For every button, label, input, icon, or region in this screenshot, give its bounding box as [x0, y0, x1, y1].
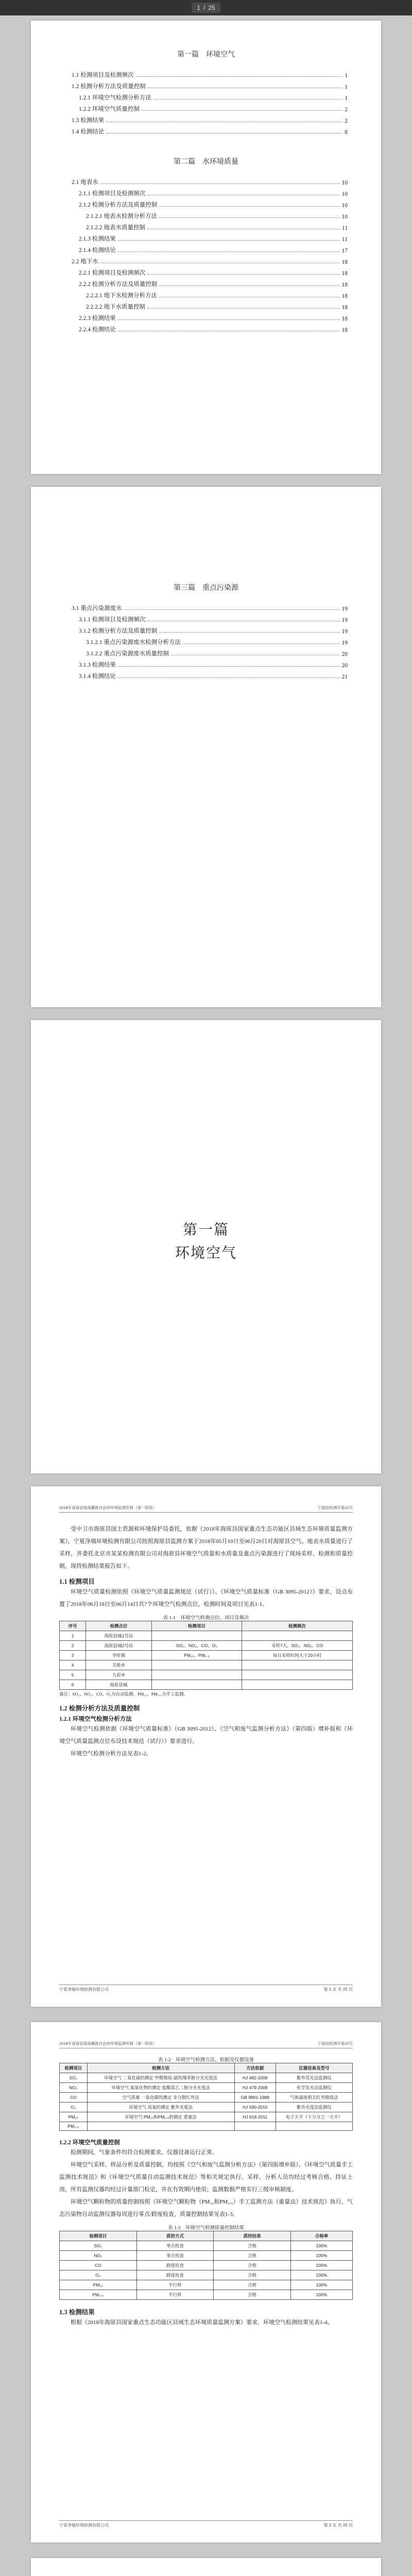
toc-entry[interactable]	[64, 311, 348, 322]
toc-entry-page: 18	[341, 282, 348, 288]
header-right: 宁海县检测字第22号	[317, 2041, 353, 2046]
table-cell	[276, 2122, 352, 2131]
header-left: 2018年青海省海南藏族自治州环境监测年报（第一阶段）	[59, 1505, 157, 1510]
table-cell	[234, 2122, 276, 2131]
toc-entry-page: 11	[341, 236, 348, 243]
table-cell: 零点检查	[136, 2241, 214, 2251]
toc-leader-dots	[159, 206, 339, 207]
table-cell: 环境空气 二氧化硫的测定 甲醛吸收-副玫瑰苯胺分光光度法	[87, 2073, 234, 2083]
toc-entry[interactable]	[64, 635, 348, 646]
table-cell: PM₁₀、PM₂.₅	[151, 1651, 242, 1660]
toc-entry-page: 10	[341, 202, 348, 209]
page-toc-1	[31, 21, 381, 474]
toc-leader-dots	[118, 677, 340, 678]
table-cell: PM₁₀	[60, 2112, 88, 2122]
table-cell: SO₂、NO₂、CO、O₃	[151, 1641, 242, 1651]
table-row	[60, 1680, 353, 1690]
toc-entry[interactable]	[64, 79, 348, 90]
footer-left: 宁夏净瑞环境检测有限公司	[59, 2523, 109, 2528]
table-header-cell: 检测频次	[242, 1621, 353, 1631]
page-header	[59, 2041, 353, 2048]
table-1-1-caption: 表 1-1 环境空气检测点位、项目及频次	[163, 1616, 249, 1621]
toc-entry-text: 2.2 地下水	[72, 259, 98, 265]
toc-leader-dots	[159, 217, 340, 218]
table-cell: 采样7天，SO₂、NO₂、CO	[242, 1641, 353, 1651]
table-row	[60, 2112, 353, 2122]
toc-entry-page: 18	[341, 304, 348, 311]
table-cell: 100%	[290, 2261, 352, 2270]
toc-entry[interactable]	[64, 612, 348, 623]
toc-entry-page: 2	[345, 118, 348, 124]
toc-entry[interactable]	[64, 124, 348, 135]
table-1-2-caption: 表 1-2 环境空气检测方法、依据及仪器设备	[158, 2058, 254, 2063]
toc-leader-dots	[100, 183, 340, 184]
table-cell: PM₂.₅	[60, 2290, 137, 2300]
toc-leader-dots	[159, 632, 339, 633]
footer-right: 第 2 页 共 25 页	[323, 2523, 353, 2528]
toc-entry-page: 19	[341, 606, 348, 612]
toc-entry[interactable]	[64, 113, 348, 124]
page-report-3	[31, 2558, 381, 2576]
table-row	[60, 2241, 353, 2251]
toc-entry-text: 3.1.2.2 重点污染源废水质量控制	[86, 651, 169, 657]
table-cell: 平行样	[136, 2280, 214, 2290]
table-cell	[151, 1680, 242, 1690]
toc-entry-text: 2.1 地表水	[72, 179, 98, 185]
toc-part1-list	[64, 67, 348, 135]
table-cell: 合格	[214, 2270, 291, 2280]
table-cell	[151, 1670, 242, 1680]
table-header-cell: 检测点位	[86, 1621, 152, 1631]
toc-part3-title: 第三篇 重点污染源	[174, 584, 238, 592]
toc-entry-text: 1.2.1 环境空气检测分析方法	[79, 95, 151, 101]
toc-entry-page: 18	[341, 316, 348, 322]
toc-entry[interactable]	[64, 197, 348, 209]
toc-entry-text: 2.1.3 检测结果	[79, 236, 116, 242]
table-cell	[151, 1660, 242, 1670]
toc-entry-text: 2.1.4 检测结论	[79, 247, 116, 253]
heading-1-2-1: 1.2.1 环境空气检测分析方法	[59, 1716, 132, 1722]
table-1-3-caption: 表 1-3 环境空气检测质量控制结果	[167, 2226, 245, 2231]
table-cell: 海原县城	[86, 1680, 152, 1690]
table-header-cell: 检测方法	[87, 2063, 234, 2073]
footer-left: 宁夏净瑞环境检测有限公司	[59, 1987, 109, 1992]
toc-entry-text: 2.1.2.1 地表水检测分析方法	[86, 213, 157, 219]
table-cell: 5	[60, 1670, 86, 1680]
table-cell	[151, 1631, 242, 1641]
table-cell: 2	[60, 1641, 86, 1651]
table-row	[60, 2290, 353, 2300]
toc-entry[interactable]	[64, 669, 348, 680]
table-cell: 100%	[290, 2241, 352, 2251]
paragraph-1-2-1b: 环境空气检测分析方法见表1-2。	[71, 1751, 152, 1757]
paragraph-1-3: 根据《2018年海原县国家重点生态功能区县域生态环境质量监测方案》要求，环境空气检测结果见表1-4。	[71, 2319, 333, 2326]
table-header-cell: 方法依据	[234, 2063, 276, 2073]
table-cell	[242, 1660, 353, 1670]
toc-entry[interactable]	[64, 277, 348, 288]
toc-entry[interactable]	[64, 175, 348, 186]
toc-entry[interactable]	[64, 101, 348, 113]
cover-part-number: 第一篇	[182, 1222, 229, 1238]
table-cell: HJ 479-2009	[234, 2083, 276, 2093]
toc-entry-text: 2.2.4 检测结论	[79, 327, 116, 333]
table-cell: 跨度检查	[136, 2261, 214, 2270]
toc-entry-page: 20	[341, 663, 348, 669]
toc-entry-page: 8	[345, 129, 348, 135]
toc-entry-page: 19	[341, 640, 348, 646]
table-cell: CO	[60, 2093, 88, 2103]
page-total: 25	[208, 4, 215, 11]
toc-entry-text: 2.2.2 检测分析方法及质量控制	[79, 281, 158, 287]
table-cell	[242, 1680, 353, 1690]
table-header-cell: 质控方式	[136, 2231, 214, 2241]
table-cell: PM₂.₅	[60, 2122, 88, 2131]
toc-leader-dots	[118, 666, 340, 667]
table-1-2	[59, 2063, 353, 2131]
toc-entry-page: 17	[341, 248, 348, 254]
page-report-1	[31, 1486, 381, 2007]
table-row	[60, 2270, 353, 2280]
toc-entry-page: 10	[341, 214, 348, 220]
toc-entry-text: 1.2 检测分析方法及质量控制	[72, 83, 146, 90]
page-toc-2	[31, 487, 381, 1007]
viewer-toolbar	[0, 0, 412, 15]
table-row	[60, 2280, 353, 2290]
toc-entry[interactable]	[64, 299, 348, 311]
page-current: 1	[197, 4, 200, 11]
toc-entry-page: 21	[341, 674, 348, 680]
table-row	[60, 1670, 353, 1680]
toc-entry-page: 18	[341, 270, 348, 277]
toc-part3-list	[64, 601, 348, 680]
table-row	[60, 1641, 353, 1651]
table-cell: 环境空气 氮氧化物的测定 盐酸萘乙二胺分光光度法	[87, 2083, 234, 2093]
table-1-1	[59, 1621, 353, 1690]
cover-part-title: 环境空气	[175, 1245, 237, 1261]
paragraph-qc-1: 检测期间，气象条件均符合检测要求，仪器设备运行正常。	[71, 2149, 218, 2156]
table-cell: 合格	[214, 2241, 291, 2251]
footer-right: 第 1 页 共 25 页	[323, 1987, 353, 1992]
toc-entry-page: 20	[341, 651, 348, 657]
toc-entry[interactable]	[64, 220, 348, 231]
toc-entry-text: 3.1.3 检测结果	[79, 662, 116, 668]
table-cell: SO₂	[60, 2073, 88, 2083]
table-cell: HJ 618-2011	[234, 2112, 276, 2122]
table-cell: 空气质量 一氧化碳的测定 非分散红外法	[87, 2093, 234, 2103]
table-header-cell: 序号	[60, 1621, 86, 1631]
table-cell: NO₂	[60, 2251, 137, 2261]
toc-entry[interactable]	[64, 231, 348, 243]
page-footer	[59, 2520, 353, 2528]
table-cell: 合格	[214, 2280, 291, 2290]
table-header-cell: 检测项目	[60, 2231, 137, 2241]
page-separator: /	[203, 4, 205, 11]
table-cell: 紫外荧光法监测仪	[276, 2073, 352, 2083]
table-cell: 海原县城1号站	[86, 1631, 152, 1641]
toc-entry-text: 1.3 检测结果	[72, 117, 105, 124]
toc-entry-text: 2.1.1 检测项目及检测频次	[79, 191, 146, 197]
toc-entry[interactable]	[64, 657, 348, 669]
toc-entry-page: 1	[345, 73, 348, 79]
toc-entry-text: 3.1.4 检测结论	[79, 673, 116, 680]
table-row	[60, 2261, 353, 2270]
paragraph-1-1: 环境空气质量检测依照《环境空气质量监测规范（试行）》、《环境空气质量标准（GB 3095-2012）》要求，设点布置了2018年06月18日至06月14日共7个环境空气检测点位，检测时间及项目见表1-1。	[59, 1589, 353, 1607]
toc-leader-dots	[118, 251, 340, 252]
page-indicator[interactable]	[192, 3, 220, 13]
toc-entry[interactable]	[64, 90, 348, 101]
table-header-cell: 质控结果	[214, 2231, 291, 2241]
toc-leader-dots	[142, 110, 342, 111]
table-cell: 跨度检查	[136, 2270, 214, 2280]
table-cell: 零点检查	[136, 2251, 214, 2261]
toc-entry-text: 3.1.2 检测分析方法及质量控制	[79, 628, 158, 634]
table-cell: O₃	[60, 2103, 88, 2112]
toc-entry-text: 2.2.1 检测项目及检测频次	[79, 270, 146, 276]
heading-1-1: 1.1 检测项目	[59, 1578, 95, 1585]
paragraph-1-2-1: 环境空气检测依据《环境空气质量标准》（GB 3095-2012）、《空气和废气监测分析方法》（第四版）增补版和《环境空气质量监测点位布设技术规范（试行）》要求进行。	[59, 1726, 353, 1744]
table-cell: 电子天平（十万分之一天平）	[276, 2112, 352, 2122]
toc-leader-dots	[118, 319, 340, 320]
table-row	[60, 1651, 353, 1660]
table-cell: 合格	[214, 2261, 291, 2270]
table-cell	[242, 1631, 353, 1641]
toc-entry-page: 10	[341, 191, 348, 197]
toc-entry-text: 2.1.2.2 地表水质量控制	[86, 225, 145, 231]
table-cell: 4	[60, 1660, 86, 1670]
toc-leader-dots	[118, 240, 340, 241]
table-1-3	[59, 2231, 353, 2300]
table-cell: 紫外光度法监测仪	[276, 2103, 352, 2112]
header-right: 宁海县检测字第22号	[317, 1505, 353, 1510]
table-cell: GB 9801-1988	[234, 2093, 276, 2103]
page-report-2	[31, 2022, 381, 2543]
toc-entry-text: 3.1.1 检测项目及检测频次	[79, 617, 146, 623]
toc-entry-text: 1.2.2 环境空气质量控制	[79, 106, 140, 112]
table-cell: 李旺镇	[86, 1651, 152, 1660]
table-cell: 100%	[290, 2270, 352, 2280]
toc-entry[interactable]	[64, 265, 348, 277]
heading-1-2: 1.2 检测分析方法及质量控制	[59, 1705, 140, 1712]
table-cell: 环境空气 臭氧的测定 紫外光度法	[87, 2103, 234, 2112]
table-row	[60, 1631, 353, 1641]
toc-entry-text: 3.1 重点污染源废水	[72, 605, 122, 612]
toc-part2-title: 第二篇 水环境质量	[174, 158, 238, 166]
paragraph-qc-3: 环境空气颗粒物的质量控制按照《环境空气颗粒物（PM₁₀和PM₂.₅）手工监测方法（重量法）技术规范》执行，气态污染物自动监测仪器每周进行零点/跨度检查，质量控制结果见表1-3。	[59, 2199, 353, 2217]
table-cell: 化学发光法监测仪	[276, 2083, 352, 2093]
table-row	[60, 2083, 353, 2093]
toc-leader-dots	[147, 274, 339, 275]
table-cell: HJ 482-2009	[234, 2073, 276, 2083]
table-cell: 合格	[214, 2251, 291, 2261]
toc-entry[interactable]	[64, 601, 348, 612]
table-row	[60, 2122, 353, 2131]
heading-1-2-2: 1.2.2 环境空气质量控制	[59, 2140, 120, 2146]
table-cell: 1	[60, 1631, 86, 1641]
table-cell: 关桥乡	[86, 1660, 152, 1670]
table-cell: 平行样	[136, 2290, 214, 2300]
table-row	[60, 2251, 353, 2261]
toc-entry-page: 18	[341, 327, 348, 333]
toc-entry-text: 1.4 检测结论	[72, 129, 105, 135]
toc-entry[interactable]	[64, 209, 348, 220]
table-header-cell: 检测项目	[151, 1621, 242, 1631]
page-header	[59, 1505, 353, 1513]
table-row	[60, 2073, 353, 2083]
table-cell: 100%	[290, 2251, 352, 2261]
heading-1-3: 1.3 检测结果	[59, 2309, 95, 2316]
table-row	[60, 2093, 353, 2103]
toc-part2-list	[64, 175, 348, 333]
table-header-cell: 仪器设备及型号	[276, 2063, 352, 2073]
toc-entry[interactable]	[64, 254, 348, 265]
table-cell: 100%	[290, 2280, 352, 2290]
page-footer	[59, 1985, 353, 1992]
intro-paragraph: 受中卫市海原县国土资源和环境保护局委托，依据《2018年海原县国家重点生态功能区县域生态环境质量监测方案》，宁夏净瑞环境检测有限公司按照海原县监测方案于2018年05月10日至06月20日对海原县空气、地表水质量进行了采样，并委托北京市某某检测有限公司对海原县环境空气质量和水质量及重点污染源进行了现场采样、检测和质量控制，现将检测结果报告如下。	[59, 1526, 353, 1569]
toc-entry[interactable]	[64, 646, 348, 657]
toc-entry-page: 19	[341, 617, 348, 623]
table-cell: PM₁₀	[60, 2280, 137, 2290]
toc-entry-page: 2	[345, 107, 348, 113]
toc-leader-dots	[159, 285, 339, 286]
toc-entry-text: 2.2.2.2 地下水质量控制	[86, 304, 145, 310]
table-header-cell: 检测项目	[60, 2063, 88, 2073]
toc-entry-text: 3.1.2.1 重点污染源废水检测分析方法	[86, 639, 181, 646]
toc-entry-text: 2.1.2 检测分析方法及质量控制	[79, 202, 158, 208]
page-cover	[31, 1020, 381, 1473]
table-cell: HJ 590-2010	[234, 2103, 276, 2112]
table-header-cell: 合格率	[290, 2231, 352, 2241]
table-cell: 100%	[290, 2290, 352, 2300]
table-row	[60, 2103, 353, 2112]
table-cell: 6	[60, 1680, 86, 1690]
table-cell: CO	[60, 2261, 137, 2270]
toc-entry[interactable]	[64, 243, 348, 254]
paragraph-qc-2: 环境空气采样、样品分析及质量控制，均按照《空气和废气监测分析方法》（第四版增补版）、《环境空气质量手工监测技术规范》和《环境空气质量自动监测技术规范》等相关规定执行。采样、分析人员均经过考核合格、持证上岗，所有监测仪器均经过计量部门检定，并在有效期内使用；监测数据严格实行三级审核制度。	[59, 2162, 353, 2193]
toc-leader-dots	[183, 643, 340, 644]
toc-leader-dots	[136, 76, 343, 77]
toc-entry-page: 18	[341, 259, 348, 265]
table-cell: 海原县城2号站	[86, 1641, 152, 1651]
toc-entry[interactable]	[64, 288, 348, 299]
table-cell: 合格	[214, 2290, 291, 2300]
toc-part1-title: 第一篇 环境空气	[177, 51, 235, 59]
table-cell: O₃	[60, 2270, 137, 2280]
table-header-row	[60, 2231, 353, 2241]
table-cell: NO₂	[60, 2083, 88, 2093]
toc-entry-text: 2.2.2.1 地下水检测分析方法	[86, 293, 157, 299]
toc-entry-page: 19	[341, 629, 348, 635]
toc-leader-dots	[147, 308, 340, 309]
header-left: 2018年青海省海南藏族自治州环境监测年报（第一阶段）	[59, 2041, 157, 2046]
table-header-row	[60, 2063, 353, 2073]
table-cell: SO₂	[60, 2241, 137, 2251]
table-cell	[87, 2122, 234, 2131]
table-cell: 九彩乡	[86, 1670, 152, 1680]
toc-entry-page: 10	[341, 180, 348, 186]
toc-entry-text: 1.1 检测项目及检测频次	[72, 72, 134, 78]
toc-entry[interactable]	[64, 67, 348, 79]
toc-entry-text: 2.2.3 检测结果	[79, 315, 116, 321]
toc-entry-page: 1	[345, 95, 348, 101]
toc-entry[interactable]	[64, 186, 348, 197]
table-cell: 气体滤波相关红外吸收法	[276, 2093, 352, 2103]
toc-entry[interactable]	[64, 623, 348, 635]
table-cell: 每日采样时间大于20小时	[242, 1651, 353, 1660]
table-row	[60, 1660, 353, 1670]
table-cell: 3	[60, 1651, 86, 1660]
toc-entry[interactable]	[64, 322, 348, 333]
toc-leader-dots	[124, 609, 340, 610]
toc-entry-page: 1	[345, 84, 348, 90]
table-1-1-note: 备注：SO₂、NO₂、CO、O₃为自动监测，PM₁₀、PM₂.₅为手工监测。	[59, 1691, 188, 1697]
table-cell	[242, 1670, 353, 1680]
table-cell: 环境空气 PM₁₀和PM₂.₅的测定 重量法	[87, 2112, 234, 2122]
toc-entry-page: 11	[341, 225, 348, 231]
table-header-row	[60, 1621, 353, 1631]
toc-entry-page: 18	[341, 293, 348, 299]
